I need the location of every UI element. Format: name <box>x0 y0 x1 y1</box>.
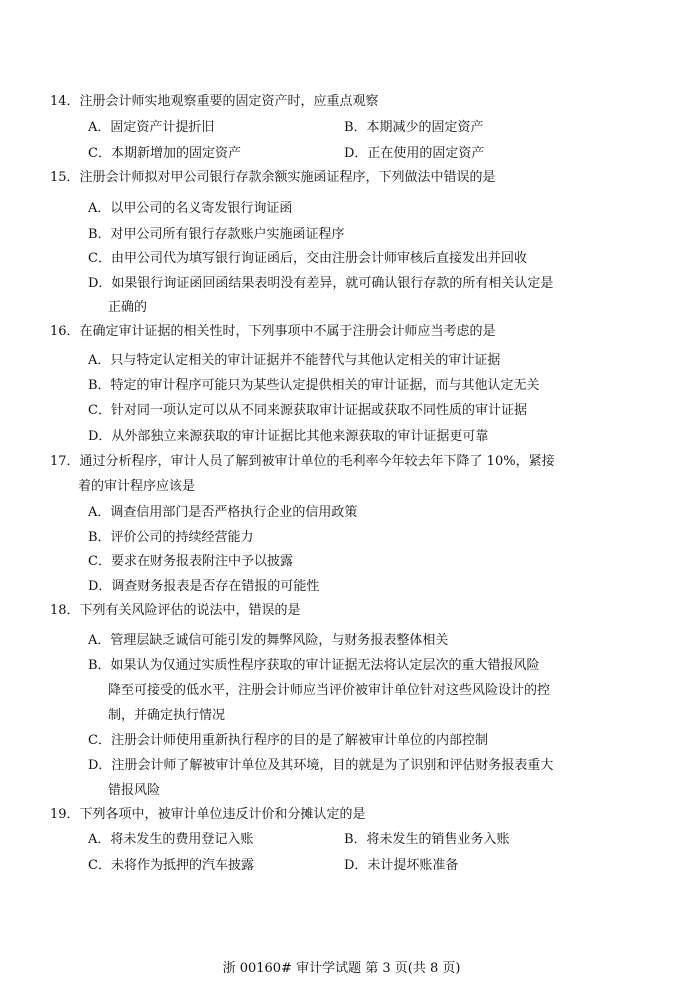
q18-option-d: D．注册会计师了解被审计单位及其环境，目的就是为了识别和评估财务报表重大 <box>88 758 554 773</box>
q16-option-d: D．从外部独立来源获取的审计证据比其他来源获取的审计证据更可靠 <box>88 429 489 444</box>
q17-option-d: D．调查财务报表是否存在错报的可能性 <box>88 579 320 594</box>
question-18-stem: 18．下列有关风险评估的说法中，错误的是 <box>50 603 301 618</box>
q17-option-b: B．评价公司的持续经营能力 <box>88 530 254 545</box>
question-19-stem: 19．下列各项中，被审计单位违反计价和分摊认定的是 <box>50 807 366 822</box>
q16-option-a: A．只与特定认定相关的审计证据并不能替代与其他认定相关的审计证据 <box>88 353 501 368</box>
q19-option-d: D．未计提坏账准备 <box>344 858 459 873</box>
q17-option-c: C．要求在财务报表附注中予以披露 <box>88 554 293 569</box>
q19-option-a: A．将未发生的费用登记入账 <box>88 832 254 847</box>
q18-option-c: C．注册会计师使用重新执行程序的目的是了解被审计单位的内部控制 <box>88 733 488 748</box>
q14-option-c: C．本期新增加的固定资产 <box>88 146 241 161</box>
q15-option-b: B．对甲公司所有银行存款账户实施函证程序 <box>88 227 345 242</box>
page-footer: 浙 00160# 审计学试题 第 3 页(共 8 页) <box>222 961 461 976</box>
question-17-stem: 17．通过分析程序，审计人员了解到被审计单位的毛利率今年较去年下降了 10%，紧接 <box>50 454 555 469</box>
q16-option-b: B．特定的审计程序可能只为某些认定提供相关的审计证据，而与其他认定无关 <box>88 378 540 393</box>
q18-option-b: B．如果认为仅通过实质性程序获取的审计证据无法将认定层次的重大错报风险 <box>88 658 540 673</box>
q15-option-d: D．如果银行询证函回函结果表明没有差异，就可确认银行存款的所有相关认定是 <box>88 276 554 291</box>
q14-option-b: B．本期减少的固定资产 <box>344 120 484 135</box>
q19-option-b: B．将未发生的销售业务入账 <box>344 832 510 847</box>
q18-option-d-continuation: 错报风险 <box>108 783 161 798</box>
q18-option-b-continuation-1: 降至可接受的低水平，注册会计师应当评价被审计单位针对这些风险设计的控 <box>108 683 551 698</box>
q17-option-a: A．调查信用部门是否严格执行企业的信用政策 <box>88 505 358 520</box>
q16-option-c: C．针对同一项认定可以从不同来源获取审计证据或获取不同性质的审计证据 <box>88 403 527 418</box>
question-15-stem: 15．注册会计师拟对甲公司银行存款余额实施函证程序，下列做法中错误的是 <box>50 170 496 185</box>
q14-option-a: A．固定资产计提折旧 <box>88 120 215 135</box>
q15-option-c: C．由甲公司代为填写银行询证函后，交由注册会计师审核后直接发出并回收 <box>88 251 527 266</box>
question-17-stem-continuation: 着的审计程序应该是 <box>78 479 196 494</box>
question-14-stem: 14．注册会计师实地观察重要的固定资产时，应重点观察 <box>50 94 379 109</box>
q19-option-c: C．未将作为抵押的汽车披露 <box>88 858 254 873</box>
q15-option-a: A．以甲公司的名义寄发银行询证函 <box>88 201 293 216</box>
q18-option-b-continuation-2: 制，并确定执行情况 <box>108 708 226 723</box>
q18-option-a: A．管理层缺乏诚信可能引发的舞弊风险，与财务报表整体相关 <box>88 633 449 648</box>
q15-option-d-continuation: 正确的 <box>108 300 148 315</box>
q14-option-d: D．正在使用的固定资产 <box>344 146 485 161</box>
question-16-stem: 16．在确定审计证据的相关性时，下列事项中不属于注册会计师应当考虑的是 <box>50 324 496 339</box>
